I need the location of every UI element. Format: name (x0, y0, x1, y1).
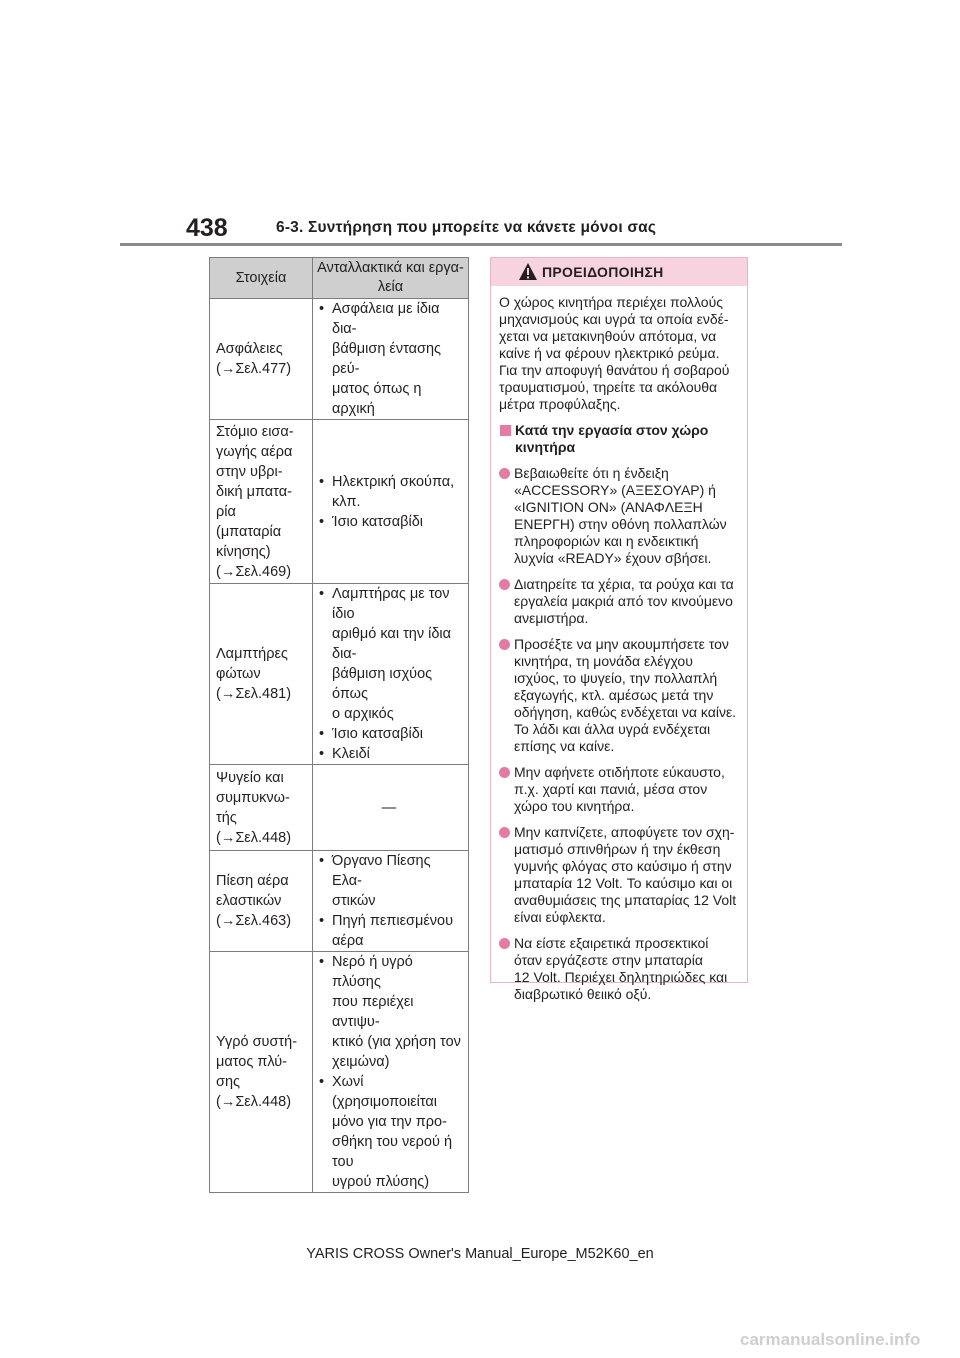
item-cell (210, 299, 313, 420)
tools-cell (313, 851, 469, 952)
list-item (316, 952, 462, 1072)
text-line: επίσης να καίνε. (514, 738, 615, 754)
text-line: π.χ. χαρτί και πανιά, μέσα στον (514, 781, 708, 797)
table-header-row (210, 258, 469, 299)
text-line: Μην καπνίζετε, αποφύγετε τον σχη- (514, 824, 735, 840)
tool-line: μόνο για την προ- (332, 1114, 447, 1130)
text-line: μηχανισμούς και υγρά τα οποία ενδέ- (499, 311, 729, 327)
list-item (316, 299, 462, 419)
text-line: χώρο του κινητήρα. (514, 798, 635, 814)
list-item (316, 911, 462, 951)
col-header-line: λεία (377, 279, 404, 295)
text-line: αναθυμιάσεις της μπαταρίας 12 Volt (514, 892, 737, 908)
text-line: λυχνία «READY» έχουν σβήσει. (514, 550, 712, 566)
text-line: οδήγηση, καθώς ενδέχεται να καίνε. (514, 704, 737, 720)
tool-line: • Κλειδί (332, 746, 370, 762)
item-line: σης (216, 1074, 241, 1090)
table-row (210, 851, 469, 952)
tools-cell (313, 420, 469, 584)
warning-box (490, 257, 748, 1002)
table-row (210, 584, 469, 765)
item-line: (→Σελ.448) (216, 1094, 292, 1110)
tool-line: βάθμιση έντασης ρεύ- (332, 341, 442, 377)
table-row (210, 765, 469, 851)
item-line: δική μπατα- (216, 483, 292, 500)
item-line: στην υβρι- (216, 463, 283, 480)
text-line: Ο χώρος κινητήρα περιέχει πολλούς (499, 294, 723, 310)
tool-line: αριθμό και την ίδια δια- (332, 626, 452, 662)
item-line: Ασφάλειες (216, 341, 283, 357)
tools-cell (313, 299, 469, 420)
parts-tools-table (209, 257, 469, 1193)
tool-line: στικών (332, 893, 376, 909)
item-line: (→Σελ.463) (216, 913, 292, 929)
text-line: Διατηρείτε τα χέρια, τα ρούχα και τα (514, 576, 734, 592)
text-line: «ACCESSORY» (ΑΞΕΣΟΥΑΡ) ή (514, 482, 716, 498)
text-line: πληροφοριών και η ενδεικτική (514, 533, 699, 549)
text-line: ανεμιστήρα. (514, 610, 589, 626)
tool-line: χειμώνα) (332, 1054, 390, 1070)
text-line: Προσέξτε να μην ακουμπήσετε τον (514, 636, 729, 652)
text-line: διαβρωτικό θειικό οξύ. (514, 986, 652, 1002)
text-line: όταν εργάζεστε στην μπαταρία (514, 952, 703, 968)
warning-body (491, 286, 747, 1003)
text-line: εργαλεία μακριά από τον κινούμενο (514, 593, 733, 609)
text-line: είναι εύφλεκτα. (514, 909, 606, 925)
tool-line: • Ίσιο κατσαβίδι (332, 726, 423, 742)
tools-cell (313, 584, 469, 765)
item-line: Ψυγείο και (216, 769, 284, 786)
text-line: καίνε ή να φέρουν ηλεκτρικό ρεύμα. (499, 345, 720, 361)
table-row (210, 299, 469, 420)
item-line: Υγρό συστή- (216, 1034, 298, 1050)
text-line: ματισμό σπινθήρων ή την έκθεση (514, 841, 721, 857)
item-cell (210, 420, 313, 584)
warning-header (491, 258, 747, 286)
item-cell (210, 584, 313, 765)
text-line: ΕΝΕΡΓΗ) στην οθόνη πολλαπλών (514, 516, 727, 532)
text-line: κινητήρα, τη μονάδα ελέγχου (514, 653, 693, 669)
page-footer: YARIS CROSS Owner's Manual_Europe_M52K60_en (306, 1246, 654, 1262)
page-number: 438 (186, 214, 228, 242)
tool-line: κλπ. (332, 493, 361, 510)
list-item (316, 851, 462, 911)
item-line: φώτων (216, 666, 261, 682)
item-line: (→Σελ.469) (216, 563, 292, 580)
tool-line: ο αρχικός (332, 706, 394, 722)
text-line: «IGNITION ON» (ΑΝΑΦΛΕΞΗ (514, 499, 703, 515)
tool-line: κτικό (για χρήση τον (332, 1034, 461, 1050)
list-item (316, 472, 462, 512)
text-line: κινητήρα (515, 439, 576, 455)
item-cell (210, 765, 313, 851)
table-row (210, 420, 469, 584)
table-row (210, 952, 469, 1193)
text-line: Να είστε εξαιρετικά προσεκτικοί (514, 935, 709, 951)
item-line: ρία (216, 503, 236, 520)
item-cell (210, 952, 313, 1193)
text-line: Το λάδι και άλλα υγρά ενδέχεται (514, 721, 711, 737)
text-line: 12 Volt. Περιέχει δηλητηριώδες και (514, 969, 728, 985)
tool-line: αέρα (332, 933, 364, 949)
list-item (316, 512, 462, 532)
tool-line: βάθμιση ισχύος όπως (332, 666, 433, 702)
text-line: εξαγωγής, κτλ. αμέσως μετά την (514, 687, 714, 703)
tools-cell-empty: — (313, 765, 469, 851)
col-header-items: Στοιχεία (210, 258, 313, 299)
warning-triangle-icon (518, 262, 538, 281)
item-line: Πίεση αέρα (216, 873, 289, 889)
item-line: ματος πλύ- (216, 1054, 288, 1070)
item-line: κίνησης) (216, 543, 271, 560)
list-item (316, 724, 462, 744)
warning-point (499, 824, 739, 926)
text-line: Για την αποφυγή θανάτου ή σοβαρού (499, 362, 730, 378)
item-line: (μπαταρία (216, 523, 282, 540)
text-line: τραυματισμού, τηρείτε τα ακόλουθα (499, 379, 718, 395)
list-item (316, 1072, 462, 1192)
text-line: Βεβαιωθείτε ότι η ένδειξη (514, 465, 669, 481)
col-header-parts-tools (313, 258, 469, 299)
text-line: Κατά την εργασία στον χώρο (515, 422, 709, 438)
text-line: χεται να μετακινηθούν απότομα, να (499, 328, 717, 344)
text-line: μέτρα προφύλαξης. (499, 396, 621, 412)
warning-subheading (499, 422, 739, 456)
tool-line: που περιέχει αντιψυ- (332, 994, 414, 1030)
tools-cell (313, 952, 469, 1193)
item-line: Λαμπτήρες (216, 646, 288, 662)
warning-point (499, 576, 739, 627)
item-line: (→Σελ.477) (216, 361, 292, 377)
text-line: Μην αφήνετε οτιδήποτε εύκαυστο, (514, 764, 725, 780)
item-line: ελαστικών (216, 893, 282, 909)
section-title: 6-3. Συντήρηση που μπορείτε να κάνετε μόνοι σας (276, 219, 657, 236)
tool-line: • Όργανο Πίεσης Ελα- (332, 853, 431, 889)
warning-point (499, 636, 739, 755)
warning-title: ΠΡΟΕΙΔΟΠΟΙΗΣΗ (542, 264, 664, 280)
warning-intro (499, 294, 739, 413)
tool-line: υγρού πλύσης) (332, 1174, 430, 1190)
text-line: γυμνής φλόγας στο καύσιμο ή στην (514, 858, 732, 874)
item-cell (210, 851, 313, 952)
warning-point (499, 465, 739, 567)
text-line: μπαταρία 12 Volt. Το καύσιμο και οι (514, 875, 733, 891)
tool-line: • Νερό ή υγρό πλύσης (332, 954, 413, 990)
list-item (316, 744, 462, 764)
watermark: carmanualsonline.info (740, 1330, 921, 1349)
header-divider (120, 243, 842, 246)
tool-line: • Λαμπτήρας με τον ίδιο (332, 586, 450, 622)
item-line: γωγής αέρα (216, 443, 293, 460)
tool-line: • Ασφάλεια με ίδια δια- (332, 301, 440, 337)
tool-line: • Ηλεκτρική σκούπα, (332, 473, 455, 490)
tool-line: • Χωνί (χρησιμοποιείται (332, 1074, 438, 1110)
tool-line: σθήκη του νερού ή του (332, 1134, 453, 1170)
page-header (0, 0, 960, 250)
item-line: συμπυκνω- (216, 789, 290, 806)
tool-line: • Πηγή πεπιεσμένου (332, 913, 454, 929)
tool-line: • Ίσιο κατσαβίδι (332, 513, 423, 530)
item-line: Στόμιο εισα- (216, 423, 294, 440)
warning-point (499, 764, 739, 815)
list-item (316, 584, 462, 724)
tool-line: ματος όπως η αρχική (332, 381, 422, 417)
text-line: ισχύος, το ψυγείο, την πολλαπλή (514, 670, 718, 686)
item-line: τής (216, 809, 237, 826)
item-line: (→Σελ.448) (216, 829, 292, 846)
warning-point (499, 935, 739, 1003)
col-header-line: Ανταλλακτικά και εργα- (317, 260, 464, 276)
item-line: (→Σελ.481) (216, 686, 292, 702)
